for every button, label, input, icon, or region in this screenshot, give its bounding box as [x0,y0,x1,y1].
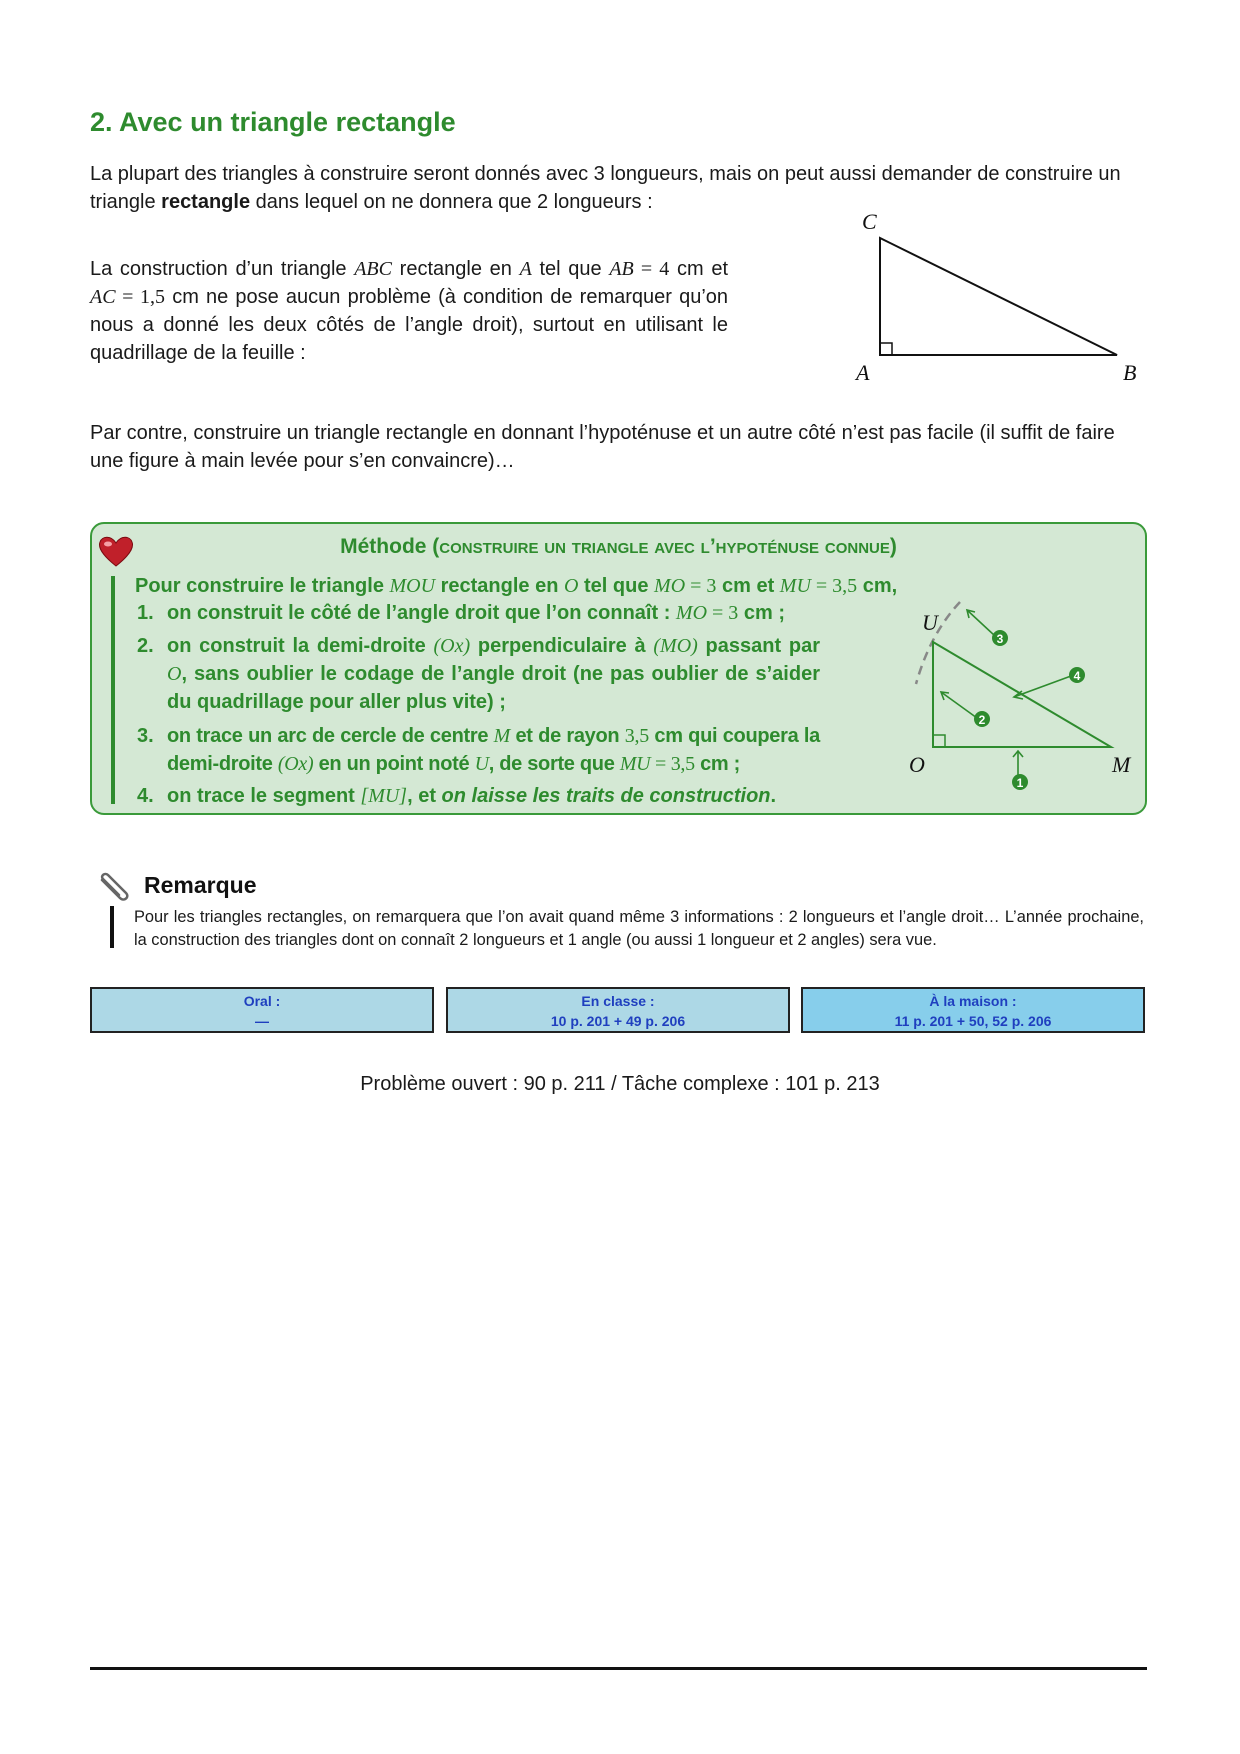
step1-number: 1. [137,602,154,624]
method-left-bar [111,576,115,804]
label-u: U [922,610,938,635]
step2-number: 2. [137,635,154,657]
right-angle-mark-2 [933,735,945,747]
paperclip-icon [94,870,134,910]
open-problem-note: Problème ouvert : 90 p. 211 / Tâche complexe : 101 p. 213 [360,1073,880,1095]
ref-box-maison [801,987,1145,1033]
step3-number: 3. [137,725,154,747]
intro-paragraph: La plupart des triangles à construire seront donnés avec 3 longueurs, mais on peut aussi demander de construire un triangle rectangle dans lequel on ne donnera que 2 longueurs : [90,163,1121,213]
step4-number: 4. [137,785,154,807]
right-angle-mark [880,343,892,355]
construction-paragraph: La construction d’un triangle ABC rectangle en A tel que AB = 4 cm et AC = 1,5 cm ne pose aucun problème (à condition de remarquer qu’on nous a donné les deux côtés de l’angle droit), surtout en utilisant le quadrillage de la feuille : [90,258,729,364]
step4-text: on trace le segment [MU], et on laisse les traits de construction. [167,785,777,807]
remark-text: Pour les triangles rectangles, on remarquera que l’on avait quand même 3 informations : 2 longueurs et l’angle droit… L’année prochaine, la construction des triangles dont on connaît 2 longueurs et 1 angle (ou aussi 1 longueur et 2 angles) sera vue. [134,908,1144,949]
label-c: C [862,209,877,234]
ref-classe-title: En classe : [581,993,655,1009]
step3-text: on trace un arc de cercle de centre M et de rayon 3,5 cm qui coupera la demi-droite (Ox) en un point noté U, de sorte que MU = 3,5 cm ; [167,725,820,775]
step2-text: on construit la demi-droite (Ox) perpendiculaire à (MO) passant par O, sans oublier le codage de l’angle droit (ne pas oublier de s’aider du quadrillage pour aller plus vite) ; [167,635,820,713]
ref-oral-value: — [255,1013,269,1029]
label-a: A [856,360,870,385]
label-b: B [1123,360,1137,385]
method-intro: Pour construire le triangle MOU rectangle en O tel que MO = 3 cm et MU = 3,5 cm, [135,575,898,597]
triangle-abc-figure [840,205,1160,390]
svg-text:4: 4 [1073,669,1081,683]
hypotenuse-note: Par contre, construire un triangle rectangle en donnant l’hypoténuse et un autre côté n’est pas facile (il suffit de faire une figure à main levée pour s’en convaincre)… [90,422,1115,472]
triangle-mou-figure [900,600,1140,800]
method-title: Méthode (construire un triangle avec l’hypoténuse connue) [340,535,897,558]
remark-bar [110,906,114,948]
ref-maison-title: À la maison : [929,993,1017,1009]
page-bottom-rule [90,1667,1147,1670]
section-title: 2. Avec un triangle rectangle [90,107,456,137]
label-m: M [1112,752,1131,777]
ref-maison-value: 11 p. 201 + 50, 52 p. 206 [894,1013,1052,1029]
ref-box-oral [90,987,434,1033]
label-o: O [909,752,925,777]
ref-oral-title: Oral : [243,993,281,1009]
svg-text:1: 1 [1016,776,1024,790]
svg-text:2: 2 [978,713,986,727]
svg-text:3: 3 [996,632,1004,646]
triangle-abc [880,238,1117,355]
remark-title: Remarque [144,872,257,898]
ref-box-classe [446,987,790,1033]
ref-classe-value: 10 p. 201 + 49 p. 206 [550,1013,686,1029]
step1-text: on construit le côté de l’angle droit que l’on connaît : MO = 3 cm ; [167,602,785,624]
